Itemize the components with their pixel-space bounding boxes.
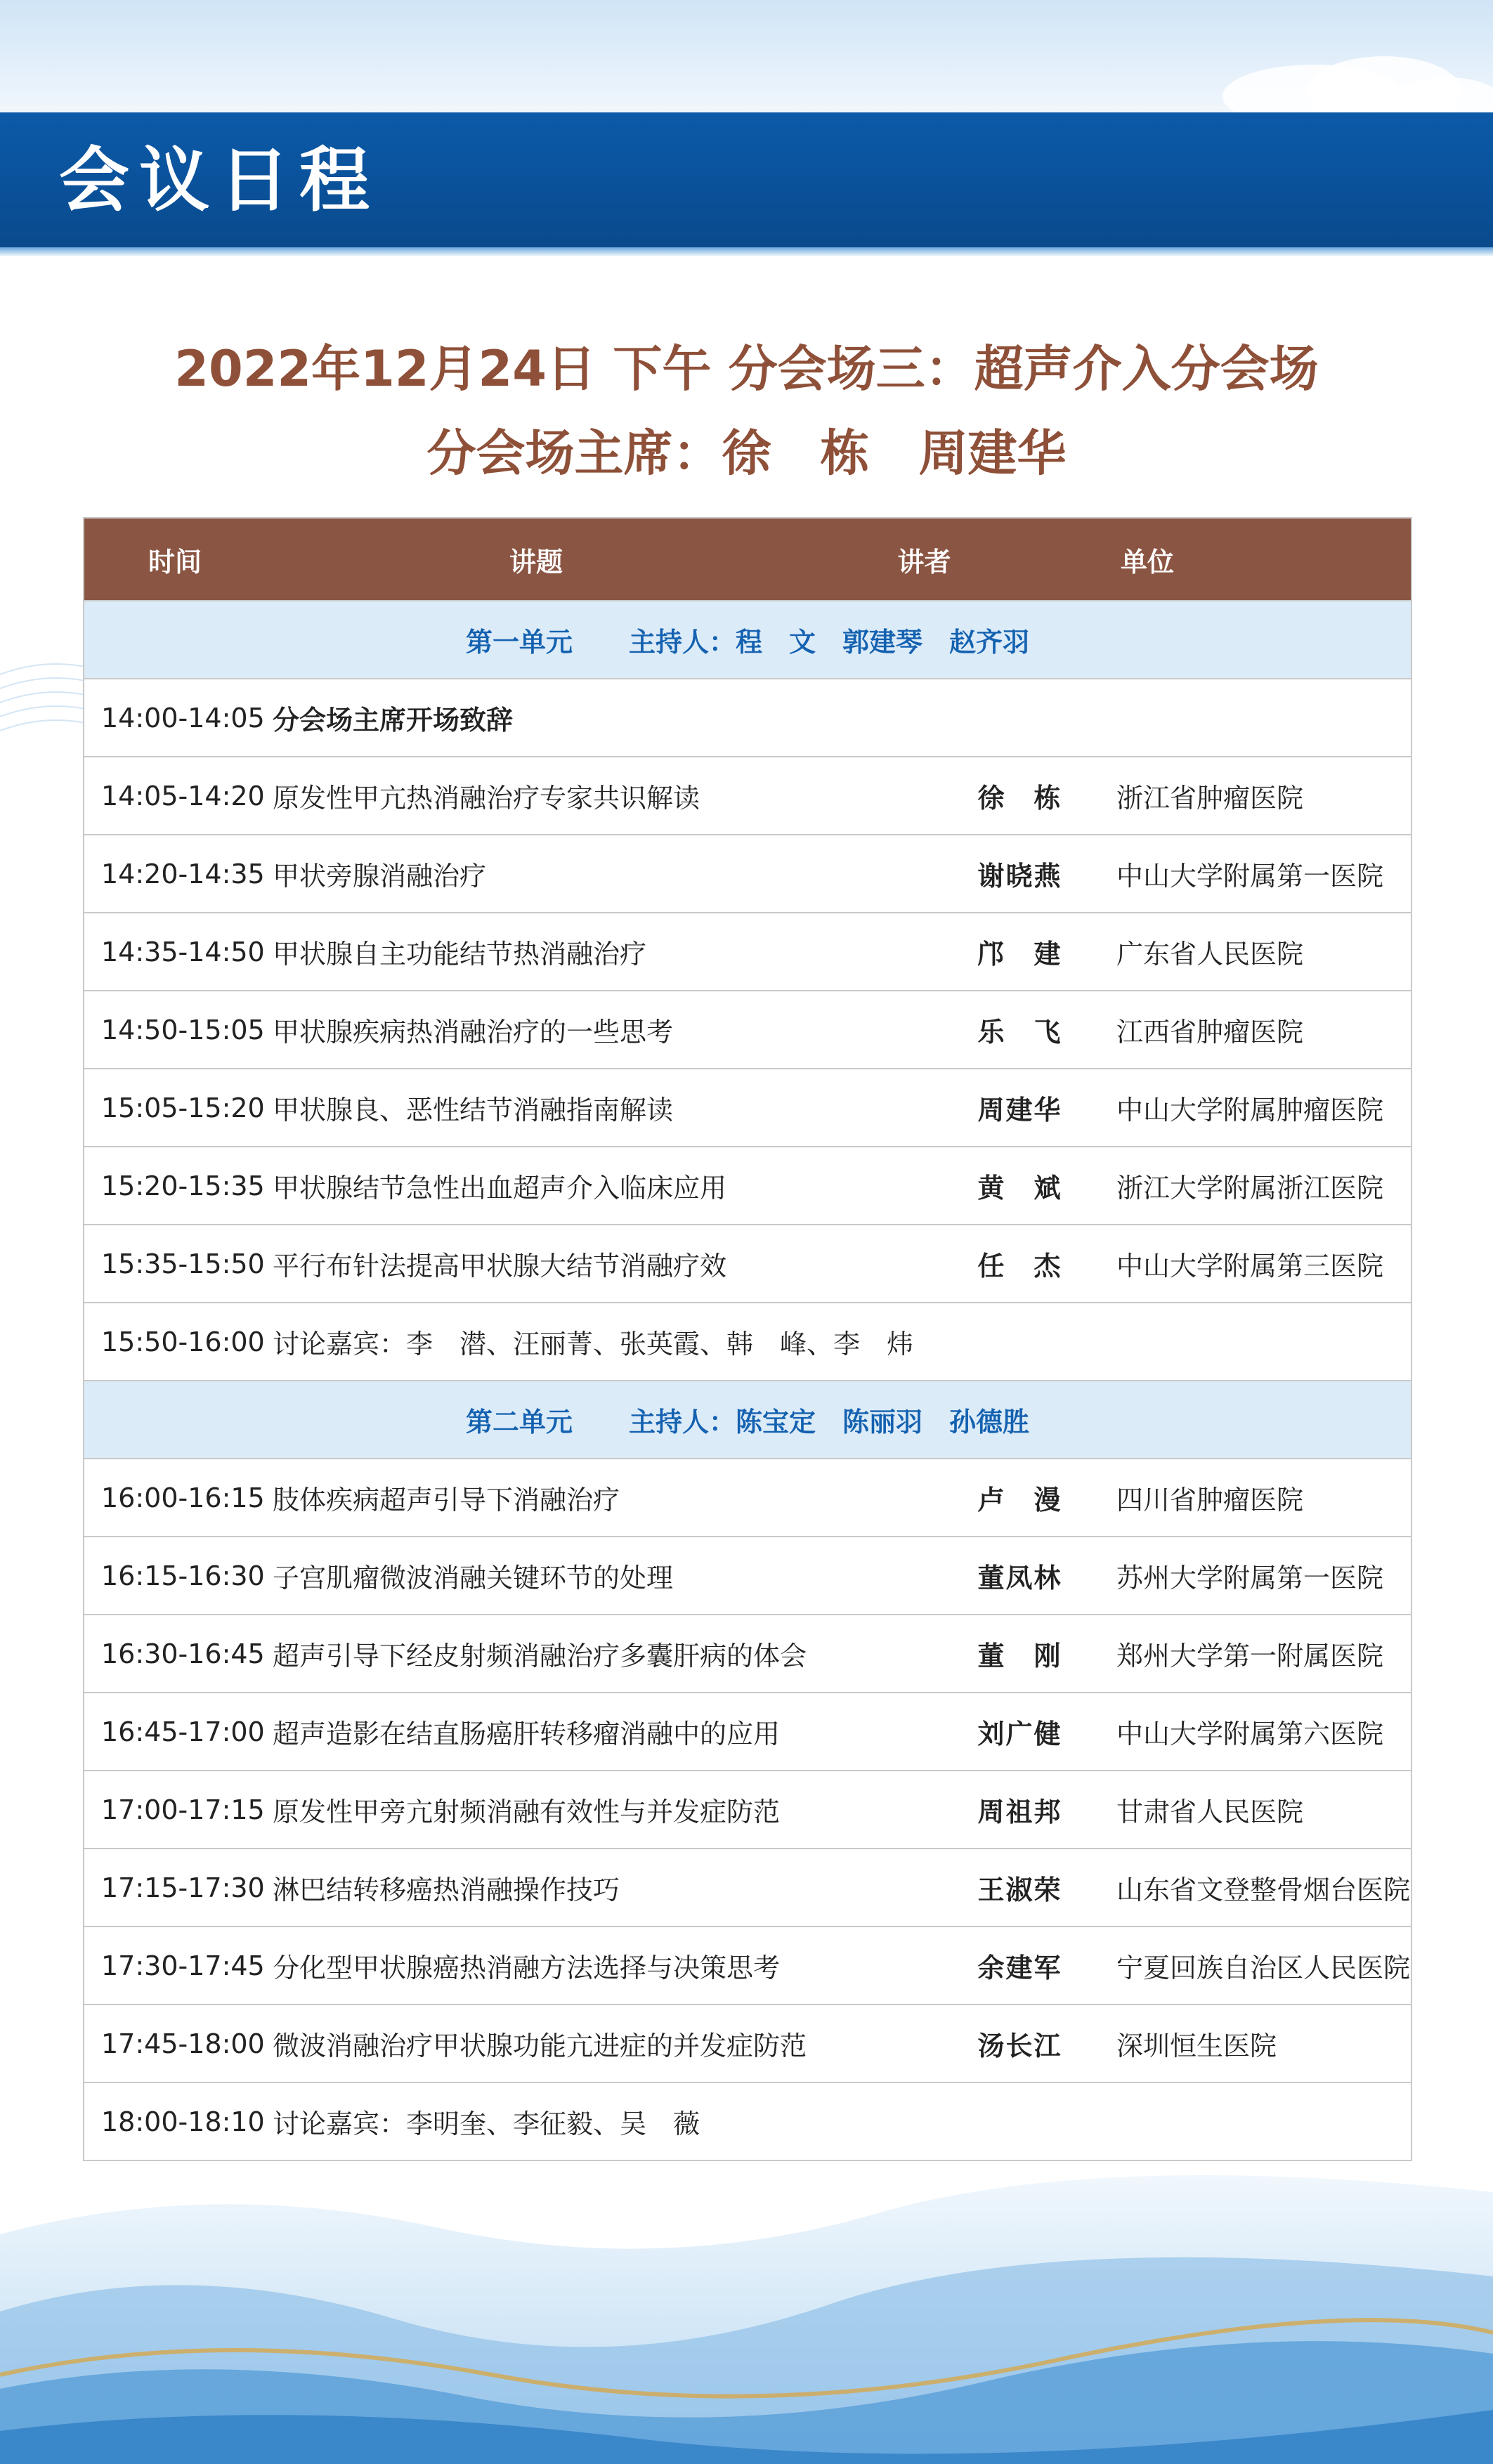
wave-footer-decoration — [0, 2150, 1493, 2464]
table-row — [84, 1146, 1411, 1224]
unit-name: 第一单元 — [465, 627, 573, 658]
org-cell: 广东省人民医院 — [1116, 939, 1304, 970]
topic-cell: 甲状腺疾病热消融治疗的一些思考 — [273, 1017, 674, 1048]
topic-cell: 原发性甲旁亢射频消融有效性与并发症防范 — [273, 1797, 781, 1827]
unit-header — [84, 1380, 1411, 1458]
sky-background — [0, 0, 1493, 119]
time-cell: 16:45-17:00 — [101, 1716, 265, 1747]
org-cell: 甘肃省人民医院 — [1116, 1797, 1304, 1827]
speaker-cell: 余建军 — [977, 1953, 1062, 1983]
table-row — [84, 990, 1411, 1068]
table-header — [84, 519, 1411, 600]
column-header-org: 单位 — [1120, 546, 1174, 578]
org-cell: 浙江大学附属浙江医院 — [1116, 1173, 1384, 1204]
org-cell: 中山大学附属第三医院 — [1116, 1251, 1384, 1282]
speaker-cell: 周建华 — [977, 1095, 1062, 1126]
org-cell: 山东省文登整骨烟台医院 — [1116, 1875, 1411, 1905]
org-cell: 深圳恒生医院 — [1116, 2030, 1277, 2061]
speaker-cell: 王淑荣 — [977, 1875, 1062, 1905]
time-cell: 15:35-15:50 — [101, 1248, 265, 1279]
table-row — [84, 2004, 1411, 2082]
unit-hosts: 主持人：陈宝定 陈丽羽 孙德胜 — [629, 1407, 1030, 1438]
table-row — [84, 2082, 1411, 2160]
time-cell: 16:00-16:15 — [101, 1482, 265, 1513]
speaker-cell: 邝 建 — [977, 939, 1062, 970]
table-row — [84, 1692, 1411, 1770]
org-cell: 浙江省肿瘤医院 — [1116, 783, 1304, 814]
table-row — [84, 678, 1411, 756]
table-row — [84, 1224, 1411, 1302]
time-cell: 14:00-14:05 — [101, 702, 265, 734]
speaker-cell: 任 杰 — [977, 1251, 1062, 1282]
org-cell: 苏州大学附属第一医院 — [1116, 1563, 1384, 1593]
table-row — [84, 912, 1411, 990]
time-cell: 15:20-15:35 — [101, 1170, 265, 1201]
column-header-topic: 讲题 — [509, 546, 563, 578]
table-row — [84, 1068, 1411, 1146]
time-cell: 15:05-15:20 — [101, 1092, 265, 1123]
speaker-cell: 卢 漫 — [977, 1485, 1062, 1515]
speaker-cell: 黄 斌 — [977, 1173, 1062, 1204]
table-row — [84, 1848, 1411, 1926]
table-row — [84, 1926, 1411, 2004]
topic-cell: 原发性甲亢热消融治疗专家共识解读 — [273, 783, 700, 814]
time-cell: 14:35-14:50 — [101, 936, 265, 967]
topic-cell: 微波消融治疗甲状腺功能亢进症的并发症防范 — [273, 2030, 807, 2061]
page-title: 会议日程 — [59, 139, 379, 221]
header-band — [0, 112, 1493, 247]
unit-header — [84, 600, 1411, 678]
speaker-cell: 董 刚 — [977, 1641, 1062, 1671]
topic-cell: 分化型甲状腺癌热消融方法选择与决策思考 — [273, 1953, 781, 1983]
time-cell: 17:45-18:00 — [101, 2028, 265, 2059]
org-cell: 郑州大学第一附属医院 — [1116, 1641, 1384, 1671]
schedule-table — [83, 517, 1412, 2161]
time-cell: 18:00-18:10 — [101, 2106, 265, 2137]
topic-cell: 超声引导下经皮射频消融治疗多囊肝病的体会 — [273, 1641, 807, 1671]
table-row — [84, 1536, 1411, 1614]
org-cell: 江西省肿瘤医院 — [1116, 1017, 1304, 1048]
org-cell: 中山大学附属第六医院 — [1116, 1719, 1384, 1749]
org-cell: 四川省肿瘤医院 — [1116, 1485, 1304, 1515]
speaker-cell: 周祖邦 — [977, 1797, 1062, 1827]
time-cell: 17:15-17:30 — [101, 1872, 265, 1903]
topic-cell: 平行布针法提高甲状腺大结节消融疗效 — [273, 1251, 727, 1282]
column-header-speaker: 讲者 — [897, 546, 951, 578]
unit-hosts: 主持人：程 文 郭建琴 赵齐羽 — [629, 627, 1030, 658]
speaker-cell: 谢晓燕 — [977, 861, 1062, 892]
time-cell: 16:15-16:30 — [101, 1560, 265, 1591]
topic-cell: 甲状腺结节急性出血超声介入临床应用 — [273, 1173, 727, 1204]
session-title: 2022年12月24日 下午 分会场三：超声介入分会场 — [174, 340, 1319, 398]
time-cell: 14:05-14:20 — [101, 780, 265, 811]
time-cell: 16:30-16:45 — [101, 1638, 265, 1669]
org-cell: 中山大学附属第一医院 — [1116, 861, 1384, 892]
topic-cell: 甲状旁腺消融治疗 — [273, 861, 487, 892]
speaker-cell: 刘广健 — [977, 1719, 1062, 1749]
speaker-cell: 乐 飞 — [977, 1017, 1062, 1048]
time-cell: 14:20-14:35 — [101, 858, 265, 889]
org-cell: 中山大学附属肿瘤医院 — [1116, 1095, 1384, 1126]
session-chairs: 分会场主席：徐 栋 周建华 — [426, 424, 1067, 482]
topic-cell: 讨论嘉宾：李明奎、李征毅、吴 薇 — [273, 2108, 700, 2139]
table-row — [84, 756, 1411, 834]
topic-cell: 超声造影在结直肠癌肝转移瘤消融中的应用 — [273, 1719, 781, 1749]
topic-cell: 甲状腺自主功能结节热消融治疗 — [273, 939, 647, 970]
topic-cell: 淋巴结转移癌热消融操作技巧 — [273, 1875, 620, 1905]
column-header-time: 时间 — [148, 546, 202, 578]
topic-cell: 子宫肌瘤微波消融关键环节的处理 — [273, 1563, 674, 1593]
time-cell: 17:00-17:15 — [101, 1794, 265, 1825]
table-row — [84, 1302, 1411, 1380]
topic-cell: 分会场主席开场致辞 — [273, 705, 514, 736]
table-row — [84, 1614, 1411, 1692]
speaker-cell: 汤长江 — [977, 2030, 1062, 2061]
time-cell: 15:50-16:00 — [101, 1326, 265, 1357]
table-row — [84, 1770, 1411, 1848]
topic-cell: 甲状腺良、恶性结节消融指南解读 — [273, 1095, 674, 1126]
table-row — [84, 834, 1411, 912]
time-cell: 17:30-17:45 — [101, 1950, 265, 1981]
org-cell: 宁夏回族自治区人民医院 — [1116, 1953, 1411, 1983]
speaker-cell: 董凤林 — [977, 1563, 1062, 1593]
speaker-cell: 徐 栋 — [977, 783, 1062, 814]
topic-cell: 讨论嘉宾：李 潜、汪丽菁、张英霞、韩 峰、李 炜 — [273, 1329, 914, 1360]
time-cell: 14:50-15:05 — [101, 1014, 265, 1045]
topic-cell: 肢体疾病超声引导下消融治疗 — [273, 1485, 620, 1515]
table-row — [84, 1458, 1411, 1536]
unit-name: 第二单元 — [465, 1407, 573, 1438]
